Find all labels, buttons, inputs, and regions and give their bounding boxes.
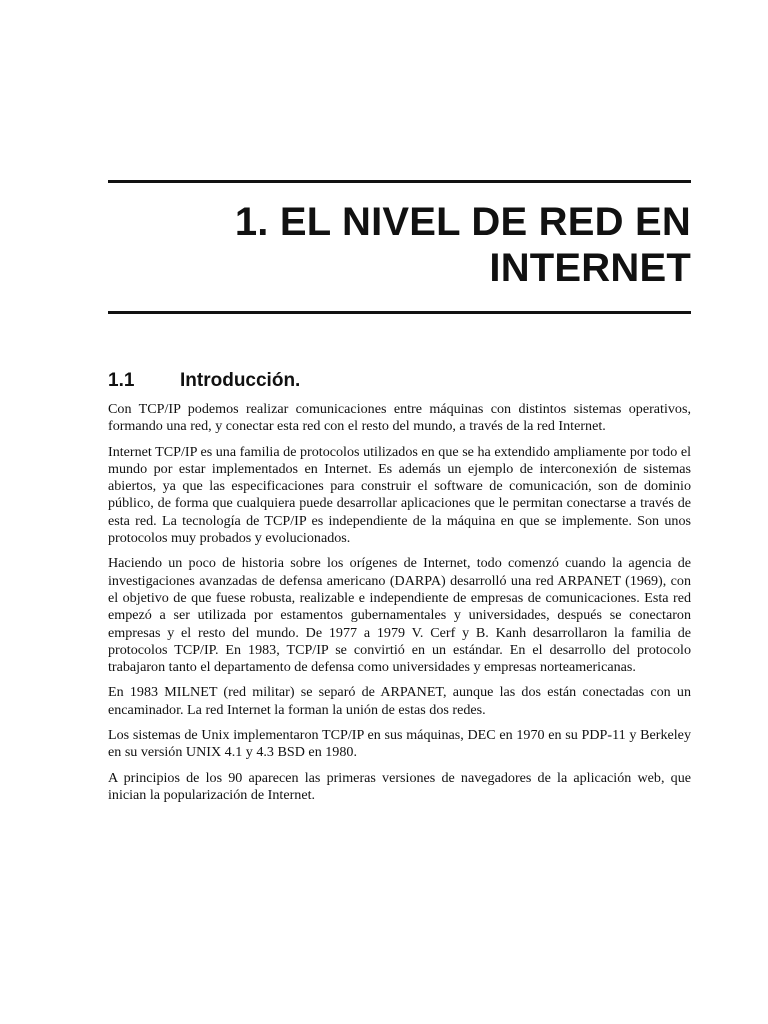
chapter-title: [108, 199, 691, 291]
body-text: [108, 401, 691, 812]
section-title: Introducción.: [180, 370, 301, 391]
chapter-title-line-2: INTERNET: [489, 246, 691, 290]
paragraph: Internet TCP/IP es una familia de protocolos utilizados en que se ha extendido ampliamente por todo el mundo por estar implementados en Internet. Es además un ejemplo de interconexión de sistemas abiertos, ya que las especificaciones para construir el software de comunicación, son de dominio público, de forma que cualquiera puede desarrollar aplicaciones que le permitan conectarse a través de esta red. La tecnología de TCP/IP es independiente de la máquina en que se implemente. Son unos protocolos muy probados y evolucionados.: [108, 443, 691, 547]
paragraph: Los sistemas de Unix implementaron TCP/IP en sus máquinas, DEC en 1970 en su PDP-11 y Berkeley en su versión UNIX 4.1 y 4.3 BSD en 1980.: [108, 727, 691, 761]
paragraph: Con TCP/IP podemos realizar comunicaciones entre máquinas con distintos sistemas operativos, formando una red, y conectar esta red con el resto del mundo, a través de la red Internet.: [108, 401, 691, 435]
paragraph: En 1983 MILNET (red militar) se separó de ARPANET, aunque las dos están conectadas con un encaminador. La red Internet la forman la unión de estas dos redes.: [108, 684, 691, 718]
chapter-top-rule: [108, 180, 691, 183]
chapter-title-line-1: 1. EL NIVEL DE RED EN: [234, 200, 691, 244]
section-heading: [108, 369, 691, 393]
section-number: 1.1: [108, 370, 135, 391]
paragraph: Haciendo un poco de historia sobre los orígenes de Internet, todo comenzó cuando la agencia de investigaciones avanzadas de defensa americano (DARPA) desarrolló una red ARPANET (1969), con el objetivo de que fuese robusta, realizable e independiente de empresas de comunicaciones. Esta red empezó a ser utilizada por estamentos gubernamentales y universidades, después se conectaron empresas y el resto del mundo. De 1977 a 1979 V. Cerf y B. Kanh desarrollaron la familia de protocolos TCP/IP. En 1983, TCP/IP se convirtió en un estándar. En el desarrollo del protocolo trabajaron tanto el departamento de defensa como universidades y empresas norteamericanas.: [108, 555, 691, 676]
paragraph: A principios de los 90 aparecen las primeras versiones de navegadores de la aplicación web, que inician la popularización de Internet.: [108, 769, 691, 803]
chapter-bottom-rule: [108, 311, 691, 314]
